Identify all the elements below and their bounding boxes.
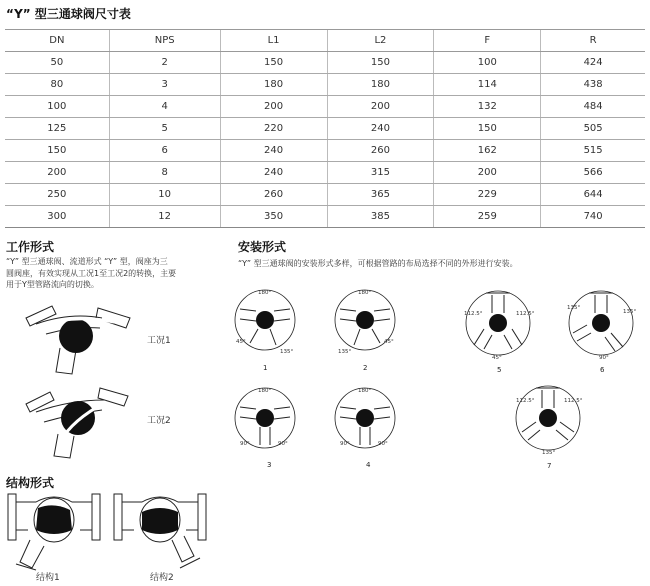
table-cell: 515 [541, 140, 645, 162]
structure-1-label: 结构1 [36, 573, 60, 583]
work-mode-line: 用于Y型管路流向的切换。 [6, 280, 99, 289]
column-header: DN [5, 30, 109, 52]
angle-label: 135° [338, 349, 352, 355]
column-header: R [541, 30, 645, 52]
work-mode-heading: 工作形式 [6, 240, 55, 254]
install-number-6: 6 [600, 366, 605, 374]
table-cell: 438 [541, 74, 645, 96]
table-cell: 505 [541, 118, 645, 140]
structure-2-label: 结构2 [150, 573, 174, 583]
angle-label: 90° [378, 441, 388, 447]
install-number-4: 4 [366, 461, 371, 469]
table-cell: 424 [541, 52, 645, 74]
work-mode-line: “Y” 型三通球阀、流道形式 “Y” 型，阀座为三 [6, 257, 168, 266]
table-row [5, 162, 645, 184]
table-cell: 566 [541, 162, 645, 184]
structure-1-drawing [6, 490, 102, 570]
angle-label: 135° [280, 349, 294, 355]
table-cell: 50 [5, 52, 109, 74]
column-header: F [434, 30, 541, 52]
column-header: L1 [220, 30, 327, 52]
table-cell: 150 [5, 140, 109, 162]
table-cell: 200 [5, 162, 109, 184]
install-number-5: 5 [497, 366, 502, 374]
structure-heading: 结构形式 [6, 476, 55, 490]
angle-label: 180° [358, 290, 372, 296]
angle-label: 180° [258, 290, 272, 296]
install-diagram-6 [565, 283, 637, 363]
table-cell: 220 [220, 118, 327, 140]
work-mode-1-drawing [20, 300, 140, 380]
table-cell: 2 [109, 52, 220, 74]
table-row [5, 74, 645, 96]
work-mode-2-drawing [20, 382, 140, 462]
table-row [5, 206, 645, 228]
angle-label: 135° [623, 309, 637, 315]
table-cell: 180 [327, 74, 434, 96]
table-row [5, 52, 645, 74]
install-diagram-1 [232, 283, 298, 361]
table-row [5, 140, 645, 162]
work-mode-description [6, 256, 234, 291]
install-number-7: 7 [547, 462, 552, 470]
table-cell: 6 [109, 140, 220, 162]
table-cell: 260 [220, 184, 327, 206]
install-diagram-2 [332, 283, 398, 361]
install-heading: 安装形式 [238, 240, 287, 254]
install-diagram-7 [512, 378, 584, 458]
table-cell: 80 [5, 74, 109, 96]
table-cell: 5 [109, 118, 220, 140]
angle-label: 112.5° [464, 311, 483, 317]
table-cell: 200 [220, 96, 327, 118]
table-cell: 100 [434, 52, 541, 74]
install-number-1: 1 [263, 364, 268, 372]
angle-label: 180° [258, 388, 272, 394]
dimension-table [5, 29, 645, 228]
table-row [5, 184, 645, 206]
table-cell: 365 [327, 184, 434, 206]
table-cell: 350 [220, 206, 327, 228]
install-number-2: 2 [363, 364, 368, 372]
table-cell: 200 [327, 96, 434, 118]
table-header-row [5, 30, 645, 52]
table-cell: 200 [434, 162, 541, 184]
angle-label: 90° [278, 441, 288, 447]
table-cell: 4 [109, 96, 220, 118]
table-cell: 484 [541, 96, 645, 118]
column-header: L2 [327, 30, 434, 52]
table-cell: 260 [327, 140, 434, 162]
table-cell: 644 [541, 184, 645, 206]
table-cell: 240 [220, 162, 327, 184]
angle-label: 90° [599, 355, 609, 361]
table-cell: 150 [327, 52, 434, 74]
table-cell: 740 [541, 206, 645, 228]
table-cell: 132 [434, 96, 541, 118]
page-title: “Y” 型三通球阀尺寸表 [6, 7, 131, 21]
table-cell: 240 [220, 140, 327, 162]
table-cell: 125 [5, 118, 109, 140]
table-cell: 300 [5, 206, 109, 228]
table-cell: 229 [434, 184, 541, 206]
angle-label: 135° [542, 450, 556, 456]
table-cell: 8 [109, 162, 220, 184]
table-cell: 250 [5, 184, 109, 206]
angle-label: 112.5° [564, 398, 583, 404]
angle-label: 45° [384, 339, 394, 345]
table-cell: 12 [109, 206, 220, 228]
install-description: “Y” 型三通球阀的安装形式多样，可根据管路的布局选择不同的外形进行安装。 [238, 259, 518, 268]
work-mode-1-label: 工况1 [147, 336, 171, 346]
angle-label: 90° [240, 441, 250, 447]
table-cell: 385 [327, 206, 434, 228]
angle-label: 112.5° [516, 398, 535, 404]
angle-label: 135° [567, 305, 581, 311]
table-cell: 180 [220, 74, 327, 96]
work-mode-line: 圆阀座，有效实现从工况1至工况2的转换，主要 [6, 268, 177, 278]
install-number-3: 3 [267, 461, 272, 469]
install-diagram-5 [462, 283, 534, 363]
column-header: NPS [109, 30, 220, 52]
table-cell: 162 [434, 140, 541, 162]
work-mode-2-label: 工况2 [147, 416, 171, 426]
install-diagram-3 [232, 381, 298, 459]
table-cell: 240 [327, 118, 434, 140]
table-row [5, 96, 645, 118]
angle-label: 90° [340, 441, 350, 447]
angle-label: 180° [358, 388, 372, 394]
table-row [5, 118, 645, 140]
table-cell: 259 [434, 206, 541, 228]
angle-label: 112.5° [516, 311, 535, 317]
table-cell: 100 [5, 96, 109, 118]
angle-label: 45° [236, 339, 246, 345]
table-cell: 3 [109, 74, 220, 96]
angle-label: 45° [492, 355, 502, 361]
table-cell: 114 [434, 74, 541, 96]
table-cell: 315 [327, 162, 434, 184]
structure-2-drawing [112, 490, 208, 570]
table-cell: 150 [434, 118, 541, 140]
table-cell: 150 [220, 52, 327, 74]
table-cell: 10 [109, 184, 220, 206]
install-diagram-4 [332, 381, 398, 459]
